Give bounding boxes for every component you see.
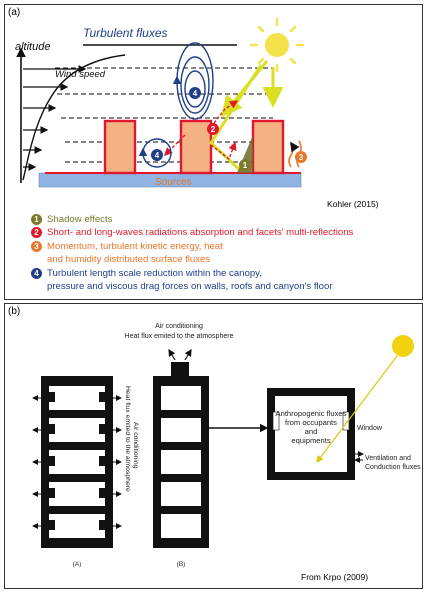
legend-text-3b: and humidity distributed surface fluxes	[47, 254, 211, 266]
svg-text:equipments: equipments	[291, 436, 331, 445]
marker-1-text: 1	[242, 161, 248, 170]
canopy-diagram	[5, 5, 422, 211]
building-3	[253, 121, 283, 173]
legend-text-2: Short- and long-waves radiations absorption and facets' multi-reflections	[47, 227, 354, 239]
building-a-label: (A)	[72, 561, 82, 568]
marker-1-icon	[239, 159, 251, 171]
marker-2-icon	[207, 123, 219, 135]
legend-item-turbulence-cont	[31, 280, 421, 293]
legend-marker-2: 2	[31, 227, 42, 238]
altitude-label: altitude	[15, 41, 51, 53]
marker-3-text: 3	[298, 153, 304, 162]
panel-b-credit: From Krpo (2009)	[301, 572, 369, 582]
legend-text-4: Turbulent length scale reduction within the canopy,	[47, 267, 262, 279]
marker-3-icon	[295, 151, 307, 163]
building-b-label: (B)	[176, 561, 186, 568]
dashed-levels	[55, 68, 273, 162]
marker-4-top-text: 4	[192, 89, 198, 98]
marker-4-top-icon	[189, 87, 201, 99]
legend-text-3: Momentum, turbulent kinetic energy, heat	[47, 240, 223, 252]
air-conditioning-top-label: Air conditioning	[155, 323, 203, 330]
panel-a-label: (a)	[8, 7, 21, 18]
legend-marker-3: 3	[31, 241, 42, 252]
buildings	[105, 121, 283, 173]
building-b	[153, 350, 209, 548]
heat-flux-side-label: Heat flux emited to the atmosphere	[124, 386, 131, 492]
legend-item-momentum-cont	[31, 253, 421, 266]
heat-flux-top-label: Heat flux emited to the atmosphere	[124, 333, 234, 340]
legend-item-radiation	[31, 226, 421, 239]
marker-4-bottom-icon	[151, 149, 163, 161]
roof-exhaust-arrows	[169, 350, 191, 360]
panel-b-building-flux-figure	[4, 303, 423, 589]
marker-4-bottom-text: 4	[154, 151, 160, 160]
building-flux-diagram	[5, 304, 422, 588]
svg-text:Anthropogenic fluxes: Anthropogenic fluxes	[275, 409, 347, 418]
svg-text:and: and	[304, 427, 318, 436]
panel-b-label: (b)	[8, 306, 21, 317]
ventilation-label-2: Conduction fluxes	[365, 464, 421, 471]
window-label: Window	[357, 425, 382, 432]
panel-a-credit: Kohler (2015)	[327, 199, 379, 209]
building-1	[105, 121, 135, 173]
wind-arrows	[23, 69, 85, 167]
legend-item-shadow	[31, 213, 421, 226]
ventilation-arrows	[355, 454, 363, 460]
marker-2-text: 2	[210, 125, 216, 134]
legend	[31, 213, 421, 293]
legend-marker-1: 1	[31, 214, 42, 225]
sun-b-icon	[392, 335, 414, 357]
wind-speed-label: Wind speed	[55, 69, 106, 80]
building-a	[33, 376, 121, 548]
legend-text-1: Shadow effects	[47, 214, 113, 225]
legend-text-4b: pressure and viscous drag forces on walls, roofs and canyon's floor	[47, 281, 333, 293]
turbulent-fluxes-label: Turbulent fluxes	[83, 26, 168, 40]
sun-icon	[251, 19, 303, 71]
building-2	[181, 121, 211, 173]
sources-label: Sources	[155, 177, 192, 188]
ventilation-label-1: Ventilation and	[365, 455, 411, 462]
legend-item-turbulence	[31, 267, 421, 280]
svg-text:from occupants: from occupants	[285, 418, 337, 427]
air-conditioning-side-label: Air conditioning	[132, 422, 139, 469]
panel-a-urban-canopy-figure	[4, 4, 423, 300]
legend-marker-4: 4	[31, 268, 42, 279]
legend-item-momentum	[31, 240, 421, 253]
